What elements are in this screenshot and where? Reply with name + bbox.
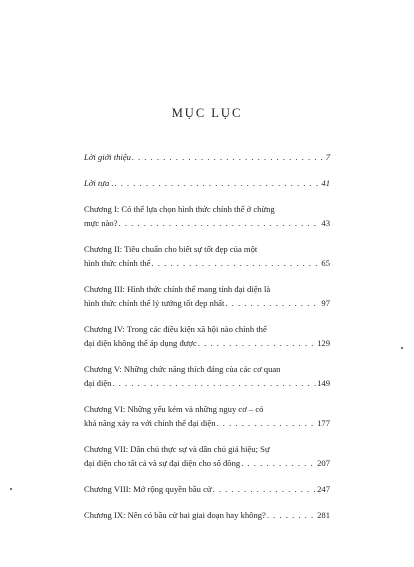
- toc-entry-lastline: [84, 482, 330, 496]
- toc-entry-text: mực nào?: [84, 218, 118, 228]
- toc-entry-text: đại diện cho tất cả và sự đại diện cho số đông: [84, 458, 241, 468]
- dot-leader: [241, 456, 316, 470]
- toc-entry-lastline: [84, 508, 330, 522]
- toc-entry-line: Chương I: Có thể lựa chọn hình thức chính thể ở chừng: [84, 204, 275, 214]
- dot-leader: [217, 416, 317, 430]
- toc-page-number: 149: [317, 378, 330, 388]
- toc-entry: [84, 242, 330, 270]
- toc-page-number: 41: [321, 178, 330, 188]
- toc-entry-lastline: [84, 176, 330, 190]
- scan-speck: [401, 347, 403, 349]
- toc-entry: [84, 442, 330, 470]
- toc-entry-lastline: [84, 256, 330, 270]
- toc-entry-text: khả năng xảy ra với chính thể đại diện: [84, 418, 216, 428]
- toc-entry-lastline: [84, 416, 330, 430]
- toc-entry-text: hình thức chính thể lý tưởng tốt đẹp nhất: [84, 298, 225, 308]
- toc-entry: [84, 362, 330, 390]
- toc-entry: [84, 202, 330, 230]
- toc-page-number: 43: [321, 218, 330, 228]
- toc-page-number: 129: [317, 338, 330, 348]
- toc-entry: [84, 282, 330, 310]
- toc-entry-line: Chương VII: Dân chủ thực sự và dân chủ giả hiệu; Sự: [84, 444, 270, 454]
- dot-leader: [112, 376, 316, 390]
- toc-entry: [84, 482, 330, 496]
- toc-entry-line: Chương IV: Trong các điều kiện xã hội nào chính thể: [84, 324, 267, 334]
- toc-page-number: 207: [317, 458, 330, 468]
- toc-page-number: 247: [317, 484, 330, 494]
- dot-leader: [267, 508, 316, 522]
- dot-leader: [151, 256, 320, 270]
- toc-entry: [84, 176, 330, 190]
- dot-leader: [225, 296, 320, 310]
- toc-entry-lastline: [84, 456, 330, 470]
- toc-page-number: 281: [317, 510, 330, 520]
- scan-speck: [10, 488, 12, 490]
- toc-entry-line: Chương III: Hình thức chính thể mang tính đại diện là: [84, 284, 271, 294]
- toc-page-number: 177: [317, 418, 330, 428]
- toc-entry-line: Chương V: Những chức năng thích đáng của các cơ quan: [84, 364, 281, 374]
- dot-leader: [213, 482, 317, 496]
- toc-entry: [84, 150, 330, 164]
- toc-entry: [84, 402, 330, 430]
- dot-leader: [119, 216, 321, 230]
- toc-page-number: 65: [321, 258, 330, 268]
- dot-leader: [115, 176, 321, 190]
- toc-entry-text: đại diện: [84, 378, 112, 388]
- toc-entry: [84, 322, 330, 350]
- toc-entry-text: đại diện không thể áp dụng được: [84, 338, 197, 348]
- toc-entry-text: Chương IX: Nên có bầu cử hai giai đoạn hay không?: [84, 510, 266, 520]
- toc-entry-lastline: [84, 336, 330, 350]
- table-of-contents: [84, 150, 330, 534]
- toc-entry-text: hình thức chính thể: [84, 258, 151, 268]
- toc-entry-lastline: [84, 216, 330, 230]
- toc-entry-lastline: [84, 296, 330, 310]
- toc-entry-line: Chương VI: Những yếu kém và những nguy cơ – có: [84, 404, 264, 414]
- toc-entry-text: Lời giới thiệu: [84, 152, 131, 162]
- page-title: MỤC LỤC: [171, 106, 243, 120]
- toc-entry: [84, 508, 330, 522]
- toc-entry-lastline: [84, 376, 330, 390]
- dot-leader: [198, 336, 316, 350]
- toc-page-number: 97: [321, 298, 330, 308]
- toc-entry-line: Chương II: Tiêu chuẩn cho biết sự tốt đẹp của một: [84, 244, 258, 254]
- toc-entry-lastline: [84, 150, 330, 164]
- dot-leader: [132, 150, 325, 164]
- toc-page-number: 7: [325, 152, 330, 162]
- toc-entry-text: Lời tựa .: [84, 178, 114, 188]
- toc-entry-text: Chương VIII: Mở rộng quyền bầu cử: [84, 484, 212, 494]
